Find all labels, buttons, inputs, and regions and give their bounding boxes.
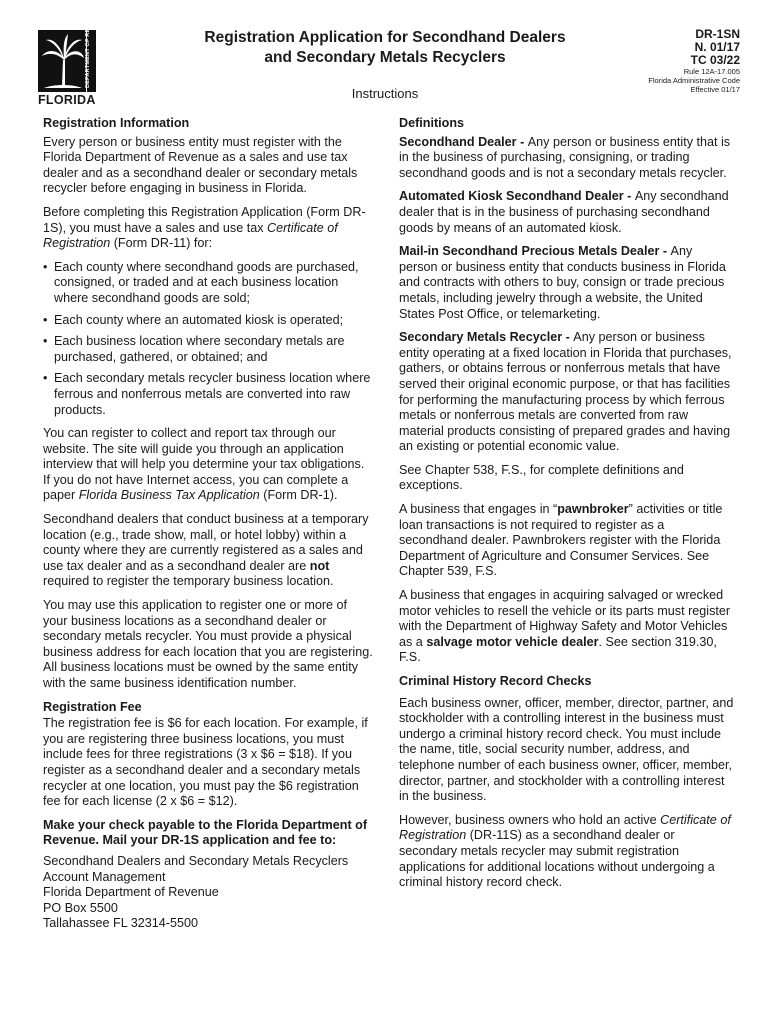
website-paragraph: You can register to collect and report tax through our website. The site will guide you through an application interview that will help you determine your tax obligations. If you do not have Internet access, you can complete a paper Florida Business Tax Application (Form DR-1). [43,426,365,503]
criminal-history-heading: Criminal History Record Checks [399,674,592,688]
left-column [43,116,373,940]
definition-secondhand-dealer: Secondhand Dealer - Any person or business entity that is in the business of purchasing, consigning, or trading secondhand goods and is not a secondary metals recycler. [399,134,731,180]
list-item: • Each secondary metals recycler business location where ferrous and nonferrous metals are converted into raw products. [43,371,373,418]
registration-fee-paragraph: The registration fee is $6 for each location. For example, if you are registering three business locations, you must include fees for three registrations (3 x $6 = $18). If you register as a secondhand dealer and a secondary metals recycler at one location, you must pay the $6 registration fee for each license (2 x $6 = $12). [43,716,368,809]
title-line-2: and Secondary Metals Recyclers [264,49,506,66]
salvage-paragraph: A business that engages in acquiring salvaged or wrecked motor vehicles to resell the vehicle or its parts must register with the Department of Highway Safety and Motor Vehicles as a salvage motor vehicle dealer. See section 319.30, F.S. [399,588,731,665]
registration-paragraph-2: Before completing this Registration Application (Form DR-1S), you must have a sales and use tax Certificate of Registration (Form DR-11) for: [43,204,366,251]
title-line-1: Registration Application for Secondhand Dealers [204,29,566,46]
logo-text: FLORIDA [38,93,96,107]
form-number: DR-1SN [695,27,740,41]
criminal-history-paragraph-1: Each business owner, officer, member, director, partner, and stockholder with a controlling interest in the business must undergo a criminal history record check. You must include the name, title, social security number, address, and telephone number of each business owner, officer, member, director, partner, and stockholder with a controlling interest in the business. [399,695,734,804]
definitions-heading: Definitions [399,116,465,130]
registration-fee-heading: Registration Fee [43,699,142,714]
criminal-history-paragraph-2: However, business owners who hold an active Certificate of Registration (DR-11S) as a secondhand dealer or secondary metals recycler may submit registration applications for additional locations without undergoing a criminal history record check. [399,812,731,890]
list-item: • Each county where an automated kiosk is operated; [43,313,373,329]
instructions-subtitle: Instructions [351,86,419,101]
form-tc: TC 03/22 [690,53,740,67]
address-line: Florida Department of Revenue [43,885,219,900]
list-item: • Each business location where secondary metals are purchased, gathered, or obtained; and [43,334,373,365]
list-item: • Each county where secondhand goods are purchased, consigned, or traded and at each business location where secondhand goods are sold; [43,260,373,307]
admin-code: Florida Administrative Code [648,76,740,85]
right-column [399,116,734,899]
form-identifier [648,28,740,94]
florida-revenue-logo [38,8,100,110]
rule-number: Rule 12A-17.005 [683,67,740,76]
pawnbroker-paragraph: A business that engages in “pawnbroker” activities or title loan transactions is not required to register as a secondhand dealer. Pawnbrokers register with the Florida Department of Agriculture and Consumer Services. See Chapter 539, F.S. [399,502,723,579]
payment-instructions: Make your check payable to the Florida Department of Revenue. Mail your DR-1S application and fee to: [43,817,368,848]
definition-automated-kiosk: Automated Kiosk Secondhand Dealer - Any secondhand dealer that is in the business of purchasing secondhand goods by means of an automated kiosk. [399,189,729,235]
registration-information-heading: Registration Information [43,116,190,130]
effective-date: Effective 01/17 [690,85,740,94]
multiple-locations-paragraph: You may use this application to register one or more of your business locations as a secondhand dealer or secondary metals recycler. You must provide a physical business address for each location that you are registering. All business locations must be owned by the same entity with the same business identification number. [43,598,373,690]
title-block [160,28,610,101]
address-line: Tallahassee FL 32314-5500 [43,916,198,931]
chapter-538-note: See Chapter 538, F.S., for complete definitions and exceptions. [399,462,684,493]
mailing-address [43,854,373,932]
registration-bullet-list [43,260,373,418]
address-line: Account Management [43,869,166,884]
form-revision: N. 01/17 [694,40,740,54]
temporary-location-paragraph: Secondhand dealers that conduct business at a temporary location (e.g., trade show, mall, or hotel lobby) within a county where they are currently registered as a sales and use tax dealer and as a secondhand dealer are not required to register the temporary business location. [43,512,369,589]
registration-paragraph-1: Every person or business entity must register with the Florida Department of Revenue as a sales and use tax dealer and as a secondhand dealer or secondary metals recycler before engaging in business in Florida. [43,134,358,196]
definition-mail-in-dealer: Mail-in Secondhand Precious Metals Dealer - Any person or business entity that conducts business in Florida and contracts with others to buy, consign or trade precious metals, including jewelry through a website, the United States Post Office, or telemarketing. [399,244,726,321]
logo-side-text: DEPARTMENT OF REVENUE [85,8,91,88]
definition-metals-recycler: Secondary Metals Recycler - Any person or business entity operating at a fixed location in Florida that purchases, gathers, or obtains ferrous or nonferrous metals that have served their original economic purpose, or that has facilities for performing the manufacturing process by which ferrous metals or nonferrous metals are converted from raw material products consisting of prepared grades and having an existing or potential economic value. [399,330,732,454]
address-line: PO Box 5500 [43,900,118,915]
address-line: Secondhand Dealers and Secondary Metals Recyclers [43,853,349,868]
